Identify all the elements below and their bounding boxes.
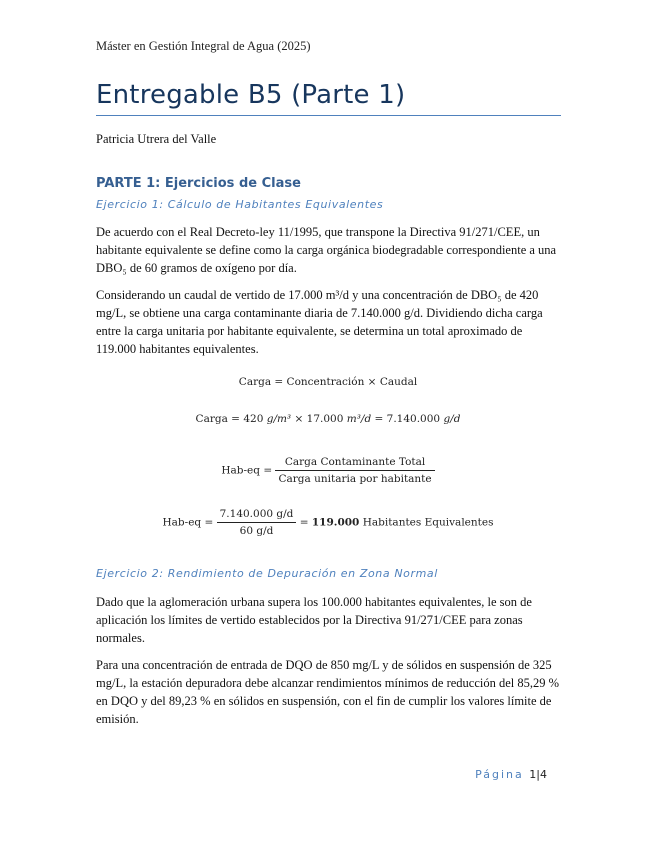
page-total: 4: [540, 768, 547, 781]
eq4-result: 119.000: [311, 516, 360, 529]
page-number: 1: [529, 768, 537, 781]
eq3-denominator: Carga unitaria por habitante: [278, 473, 432, 485]
eq4-denominator: 60 g/d: [239, 525, 274, 537]
equation-hab-eq-definition: [96, 456, 560, 485]
author-name: Patricia Utrera del Valle: [96, 132, 217, 146]
exercise-2-paragraph-1: Dado que la aglomeración urbana supera los 100.000 habitantes equivalentes, le son de aplicación los límites de vertido establecidos por la Directiva 91/271/CEE para zonas normales.: [96, 595, 532, 645]
eq2-b-unit: m³/d: [346, 413, 372, 425]
exercise-1-paragraph-2: Considerando un caudal de vertido de 17.000 m³/d y una concentración de DBO₅ de 420 mg/L, se obtiene una carga contaminante diaria de 7.140.000 g/d. Dividiendo dicha carga entre la carga unitaria por habitante equivalente, se determina un total aproximado de 119.000 habitantes equivalentes.: [96, 288, 543, 356]
eq3-lhs: Hab-eq =: [221, 464, 276, 477]
section-heading: PARTE 1: Ejercicios de Clase: [96, 176, 301, 191]
eq3-fraction: [275, 456, 434, 485]
eq4-fraction: [217, 508, 297, 537]
eq4-lhs: Hab-eq =: [162, 516, 217, 529]
equation-carga-calc: Carga = 420 g/m³ × 17.000 m³/d = 7.140.000 g/d: [195, 413, 461, 425]
eq2-a: 420: [243, 413, 264, 425]
exercise-2-paragraph-2: Para una concentración de entrada de DQO de 850 mg/L y de sólidos en suspensión de 325 mg/L, la estación depuradora debe alcanzar rendimientos mínimos de reducción del 85,29 % en DQO y del 89,23 % en sólidos en suspensión, con el fin de cumplir los valores límite de emisión.: [96, 658, 560, 726]
equation-carga-definition: Carga = Concentración × Caudal: [238, 376, 418, 388]
exercise-2-heading: Ejercicio 2: Rendimiento de Depuración en Zona Normal: [96, 567, 438, 580]
eq2-result: 7.140.000: [386, 413, 441, 425]
document-title: Entregable B5 (Parte 1): [96, 80, 406, 110]
running-header: Máster en Gestión Integral de Agua (2025): [96, 39, 311, 53]
exercise-1-heading: Ejercicio 1: Cálculo de Habitantes Equivalentes: [96, 198, 384, 211]
page-footer: [475, 768, 547, 781]
equation-hab-eq-calc: Hab-eq = $\frac{7.140.000 g/d}{60 g/d}$ = 119.000 Habitantes Equivalentes: [162, 508, 494, 537]
eq4-result-label: Habitantes Equivalentes: [362, 516, 494, 529]
eq2-lhs: Carga =: [195, 413, 244, 425]
eq2-result-unit: g/d: [443, 413, 461, 425]
eq3-numerator: Carga Contaminante Total: [275, 456, 434, 471]
page-separator: |: [536, 768, 540, 781]
eq4-numerator: 7.140.000 g/d: [217, 508, 297, 523]
eq2-b: 17.000: [306, 413, 344, 425]
exercise-1-paragraph-1: De acuerdo con el Real Decreto-ley 11/1995, que transpone la Directiva 91/271/CEE, un habitante equivalente se define como la carga orgánica biodegradable correspondiente a una DBO₅ de 60 gramos de oxígeno por día.: [96, 225, 557, 275]
eq2-a-unit: g/m³: [266, 413, 292, 425]
title-rule: [96, 115, 561, 116]
page-label: Página: [475, 768, 524, 781]
